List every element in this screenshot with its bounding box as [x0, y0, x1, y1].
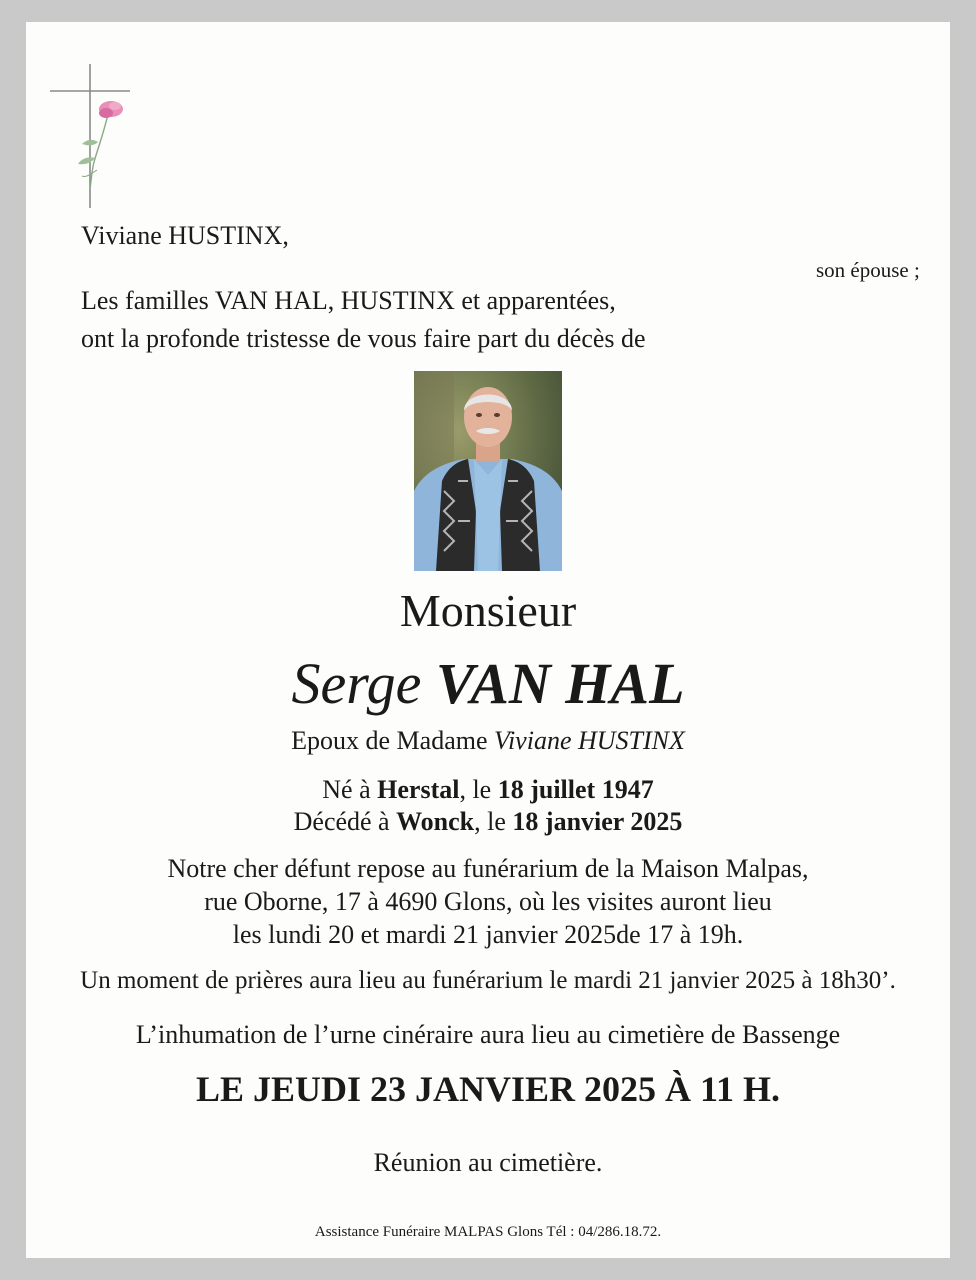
- spouse-name: Viviane HUSTINX: [494, 726, 685, 755]
- death-notice-sheet: [26, 22, 950, 1258]
- widow-relation: son épouse ;: [816, 258, 920, 282]
- visitation-line-3: les lundi 20 et mardi 21 janvier 2025de 17 à 19h.: [232, 920, 744, 949]
- death-prefix: Décédé à: [293, 807, 390, 836]
- cross-with-rose-icon: [48, 62, 132, 210]
- death-place: Wonck: [396, 807, 475, 836]
- birth-place: Herstal: [377, 775, 460, 804]
- birth-line: [26, 775, 950, 805]
- burial-date: LE JEUDI 23 JANVIER 2025 À 11 H.: [195, 1069, 781, 1109]
- portrait-photo: [414, 371, 562, 571]
- deceased-full-name: [26, 650, 950, 717]
- spouse-prefix: Epoux de Madame: [291, 726, 488, 755]
- burial-line: L’inhumation de l’urne cinéraire aura lieu au cimetière de Bassenge: [135, 1020, 841, 1049]
- birth-prefix: Né à: [322, 775, 371, 804]
- deceased-first-name: Serge: [291, 651, 422, 716]
- widow-name: Viviane HUSTINX,: [81, 221, 289, 250]
- death-date: 18 janvier 2025: [512, 807, 683, 836]
- families-line: Les familles VAN HAL, HUSTINX et apparentées,: [81, 286, 616, 315]
- visitation-line-2: rue Oborne, 17 à 4690 Glons, où les visites auront lieu: [204, 887, 772, 916]
- spouse-line: [26, 726, 950, 756]
- meeting-line: Réunion au cimetière.: [373, 1148, 603, 1177]
- birth-date: 18 juillet 1947: [497, 775, 654, 804]
- announce-line: ont la profonde tristesse de vous faire part du décès de: [81, 324, 646, 353]
- death-sep: , le: [474, 807, 506, 836]
- birth-sep: , le: [459, 775, 492, 804]
- deceased-last-name: VAN HAL: [435, 651, 685, 716]
- prayer-line: Un moment de prières aura lieu au funérarium le mardi 21 janvier 2025 à 18h30’.: [80, 967, 896, 994]
- death-line: [26, 807, 950, 837]
- visitation-line-1: Notre cher défunt repose au funérarium de la Maison Malpas,: [167, 854, 809, 883]
- honorific: Monsieur: [399, 585, 577, 636]
- funeral-home-footer: Assistance Funéraire MALPAS Glons Tél : 04/286.18.72.: [314, 1224, 662, 1240]
